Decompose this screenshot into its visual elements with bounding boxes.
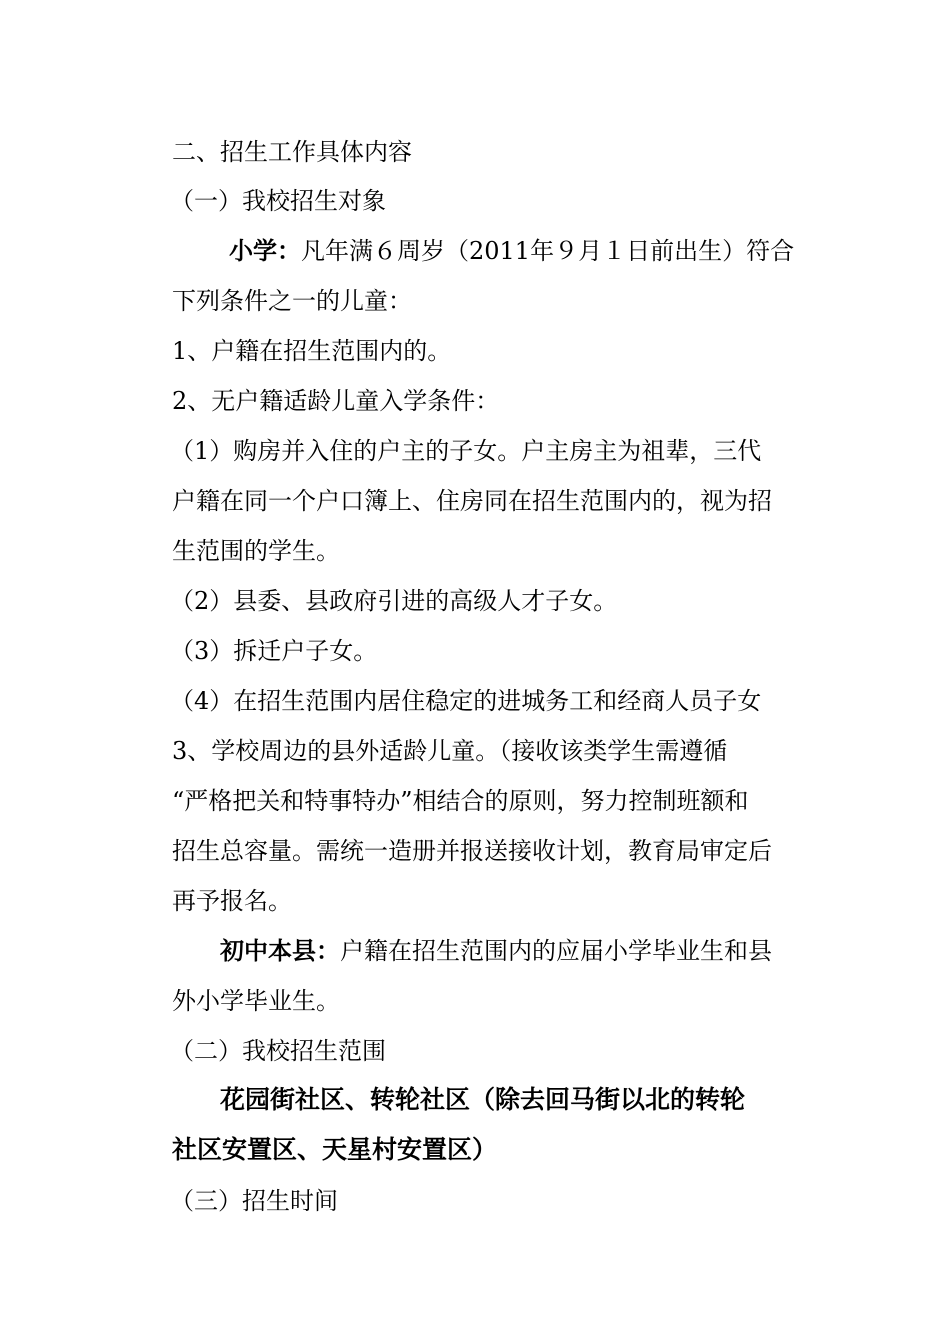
middle-school-label: 初中本县： (220, 936, 340, 965)
sub-item-1-line-3: 生范围的学生。 (172, 537, 340, 565)
sub-item-1-line-1: （1）购房并入住的户主的子女。户主房主为祖辈，三代 (170, 437, 762, 465)
sub-item-4: （4）在招生范围内居住稳定的进城务工和经商人员子女 (170, 687, 762, 715)
middle-school-paragraph-line-1 (220, 936, 772, 966)
list-item-3-line-1: 3、学校周边的县外适龄儿童。（接收该类学生需遵循 (172, 737, 728, 765)
section-title: 二、招生工作具体内容 (172, 138, 412, 166)
list-item-3-line-3: 招生总容量。需统一造册并报送接收计划，教育局审定后 (172, 837, 772, 865)
primary-text: 凡年满６周岁（2011年９月１日前出生）符合 (301, 237, 795, 265)
list-item-2: 2、无户籍适龄儿童入学条件： (172, 387, 500, 415)
subsection-title-targets: （一）我校招生对象 (170, 187, 386, 215)
middle-school-text: 户籍在招生范围内的应届小学毕业生和县 (340, 937, 772, 965)
subsection-title-time: （三）招生时间 (170, 1187, 338, 1215)
sub-item-2: （2）县委、县政府引进的高级人才子女。 (170, 587, 618, 615)
primary-paragraph-line-1 (229, 236, 794, 266)
sub-item-3: （3）拆迁户子女。 (170, 637, 378, 665)
scope-text-line-2: 社区安置区、天星村安置区） (172, 1135, 498, 1164)
primary-paragraph-line-2: 下列条件之一的儿童： (172, 287, 412, 315)
list-item-3-line-4: 再予报名。 (172, 887, 292, 915)
middle-school-paragraph-line-2: 外小学毕业生。 (172, 987, 340, 1015)
list-item-1: 1、户籍在招生范围内的。 (172, 337, 452, 365)
primary-label: 小学： (229, 236, 301, 265)
scope-text-line-1: 花园街社区、转轮社区（除去回马街以北的转轮 (220, 1085, 746, 1114)
list-item-3-line-2: “严格把关和特事特办”相结合的原则，努力控制班额和 (172, 787, 749, 815)
sub-item-1-line-2: 户籍在同一个户口簿上、住房同在招生范围内的，视为招 (172, 487, 772, 515)
subsection-title-scope: （二）我校招生范围 (170, 1037, 386, 1065)
